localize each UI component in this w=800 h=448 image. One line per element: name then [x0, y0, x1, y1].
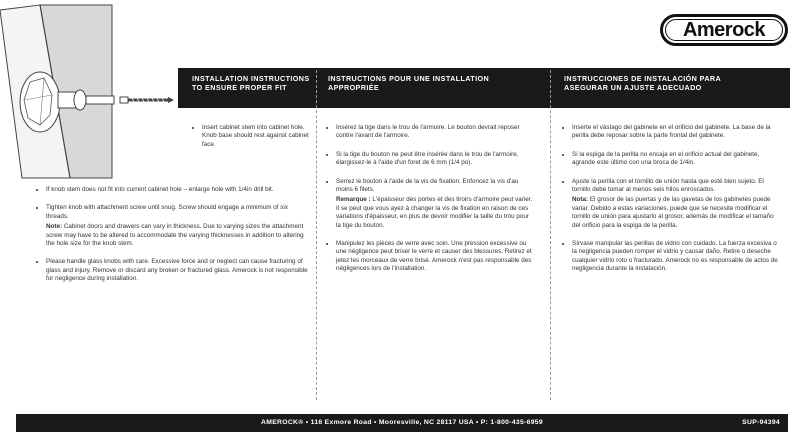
note-text: L'épaisseur des portes et des tiroirs d'armoire peut varier. Il se peut que vous ayez à changer la vis de fixation en raison de ces variations d'épaisseur, en plus de devoir modifier la taille du trou pour la tige du bouton.: [336, 196, 533, 229]
column-divider: [550, 70, 551, 400]
list-item: [336, 178, 534, 230]
note-paragraph: [336, 196, 534, 230]
knob-installation-illustration: [0, 0, 190, 185]
list-item: • Si la espiga de la perilla no encaja en el orificio actual del gabinete, agrande este último con una broca de 1/4in.: [572, 151, 780, 168]
list-item: • If knob stem does not fit into current cabinet hole – enlarge hole with 1/4in drill bit.: [46, 186, 308, 194]
step-text: Serrez le bouton à l'aide de la vis de fixation. Enfoncez la vis d'au moins 6 filets.: [336, 177, 519, 194]
list-item: • Inserte el vástago del gabinete en el orificio del gabinete. La base de la perilla debe reposar sobre la parte frontal del gabinete.: [572, 124, 780, 141]
note-text: El grosor de las puertas y de las gavetas de los gabinetes puede variar. Debido a estas variaciones, puede que se necesite modificar el tornillo de unión para ajustarlo al grosor, además de modificar el tamaño del orificio para la espiga de la perilla.: [572, 196, 774, 229]
list-item: [46, 204, 308, 248]
footer-bar: [16, 414, 788, 432]
header-spanish: INSTRUCCIONES DE INSTALACIÓN PARA ASEGURAR UN AJUSTE ADECUADO: [564, 74, 721, 92]
list-item: • Sírvase manipular las perillas de vidrio con cuidado. La fuerza excesiva o la negligencia pueden romper el vidrio y causar daño. Retire o deseche cualquier vidrio roto o fracturado. Amerock no es responsable de actos de negligencia durante la instalación.: [572, 240, 780, 274]
list-item: • Insert cabinet stem into cabinet hole. Knob base should rest against cabinet face.: [202, 124, 312, 149]
note-label: Note:: [46, 223, 63, 231]
note-label: Remarque :: [336, 196, 371, 204]
list-item: • Insérez la tige dans le trou de l'armoire. Le bouton devrait reposer contre l'avant de l'armoire.: [336, 124, 534, 141]
instructions-header-bar: [178, 68, 790, 108]
footer-sku: SUP-94394: [742, 419, 780, 426]
list-item: • Si la tige du bouton ne peut être insérée dans le trou de l'armoire, élargissez-le à l'aide d'un foret de 6 mm (1/4 po).: [336, 151, 534, 168]
amerock-logo: [660, 14, 788, 46]
note-label: Nota:: [572, 196, 589, 204]
note-paragraph: [572, 196, 780, 230]
header-french: INSTRUCTIONS POUR UNE INSTALLATION APPROPRIÉE: [328, 74, 490, 92]
spanish-column: [562, 124, 780, 284]
footer-address: AMEROCK® • 116 Exmore Road • Mooresville, NC 28117 USA • P: 1-800-435-6959: [261, 419, 543, 426]
french-column: [326, 124, 534, 284]
list-item: • Manipulez les pièces de verre avec soin. Une pression excessive ou une négligence peut briser le verre et causer des blessures. Retirez et jetez les morceaux de verre brisé. Amerock n'est pas responsable des négligences lors de l'installation.: [336, 240, 534, 274]
step-text: Ajuste la perilla con el tornillo de unión hasta que esté bien sujeto. El tornillo debe tomar al menos seis hilos enroscados.: [572, 177, 764, 194]
english-column-top: [192, 124, 312, 159]
list-item: • Please handle glass knobs with care. Excessive force and or neglect can cause fracturing of glass and injury. Remove or discard any broken or fractured glass. Amerock is not responsible for negligence during installation.: [46, 258, 308, 283]
column-divider: [316, 70, 317, 400]
step-text: Tighten knob with attachment screw until snug. Screw should engage a minimum of six threads.: [46, 204, 288, 220]
header-english: INSTALLATION INSTRUCTIONS TO ENSURE PROPER FIT: [192, 74, 310, 92]
note-text: Cabinet doors and drawers can vary in thickness. Due to varying sizes the attachment screw may have to be altered to accommodate the varying thicknesses in addition to altering the hole size for the knob stem.: [46, 223, 304, 248]
english-column: [36, 186, 308, 294]
note-paragraph: [46, 223, 308, 248]
list-item: [572, 178, 780, 230]
logo-text: Amerock: [682, 18, 766, 41]
